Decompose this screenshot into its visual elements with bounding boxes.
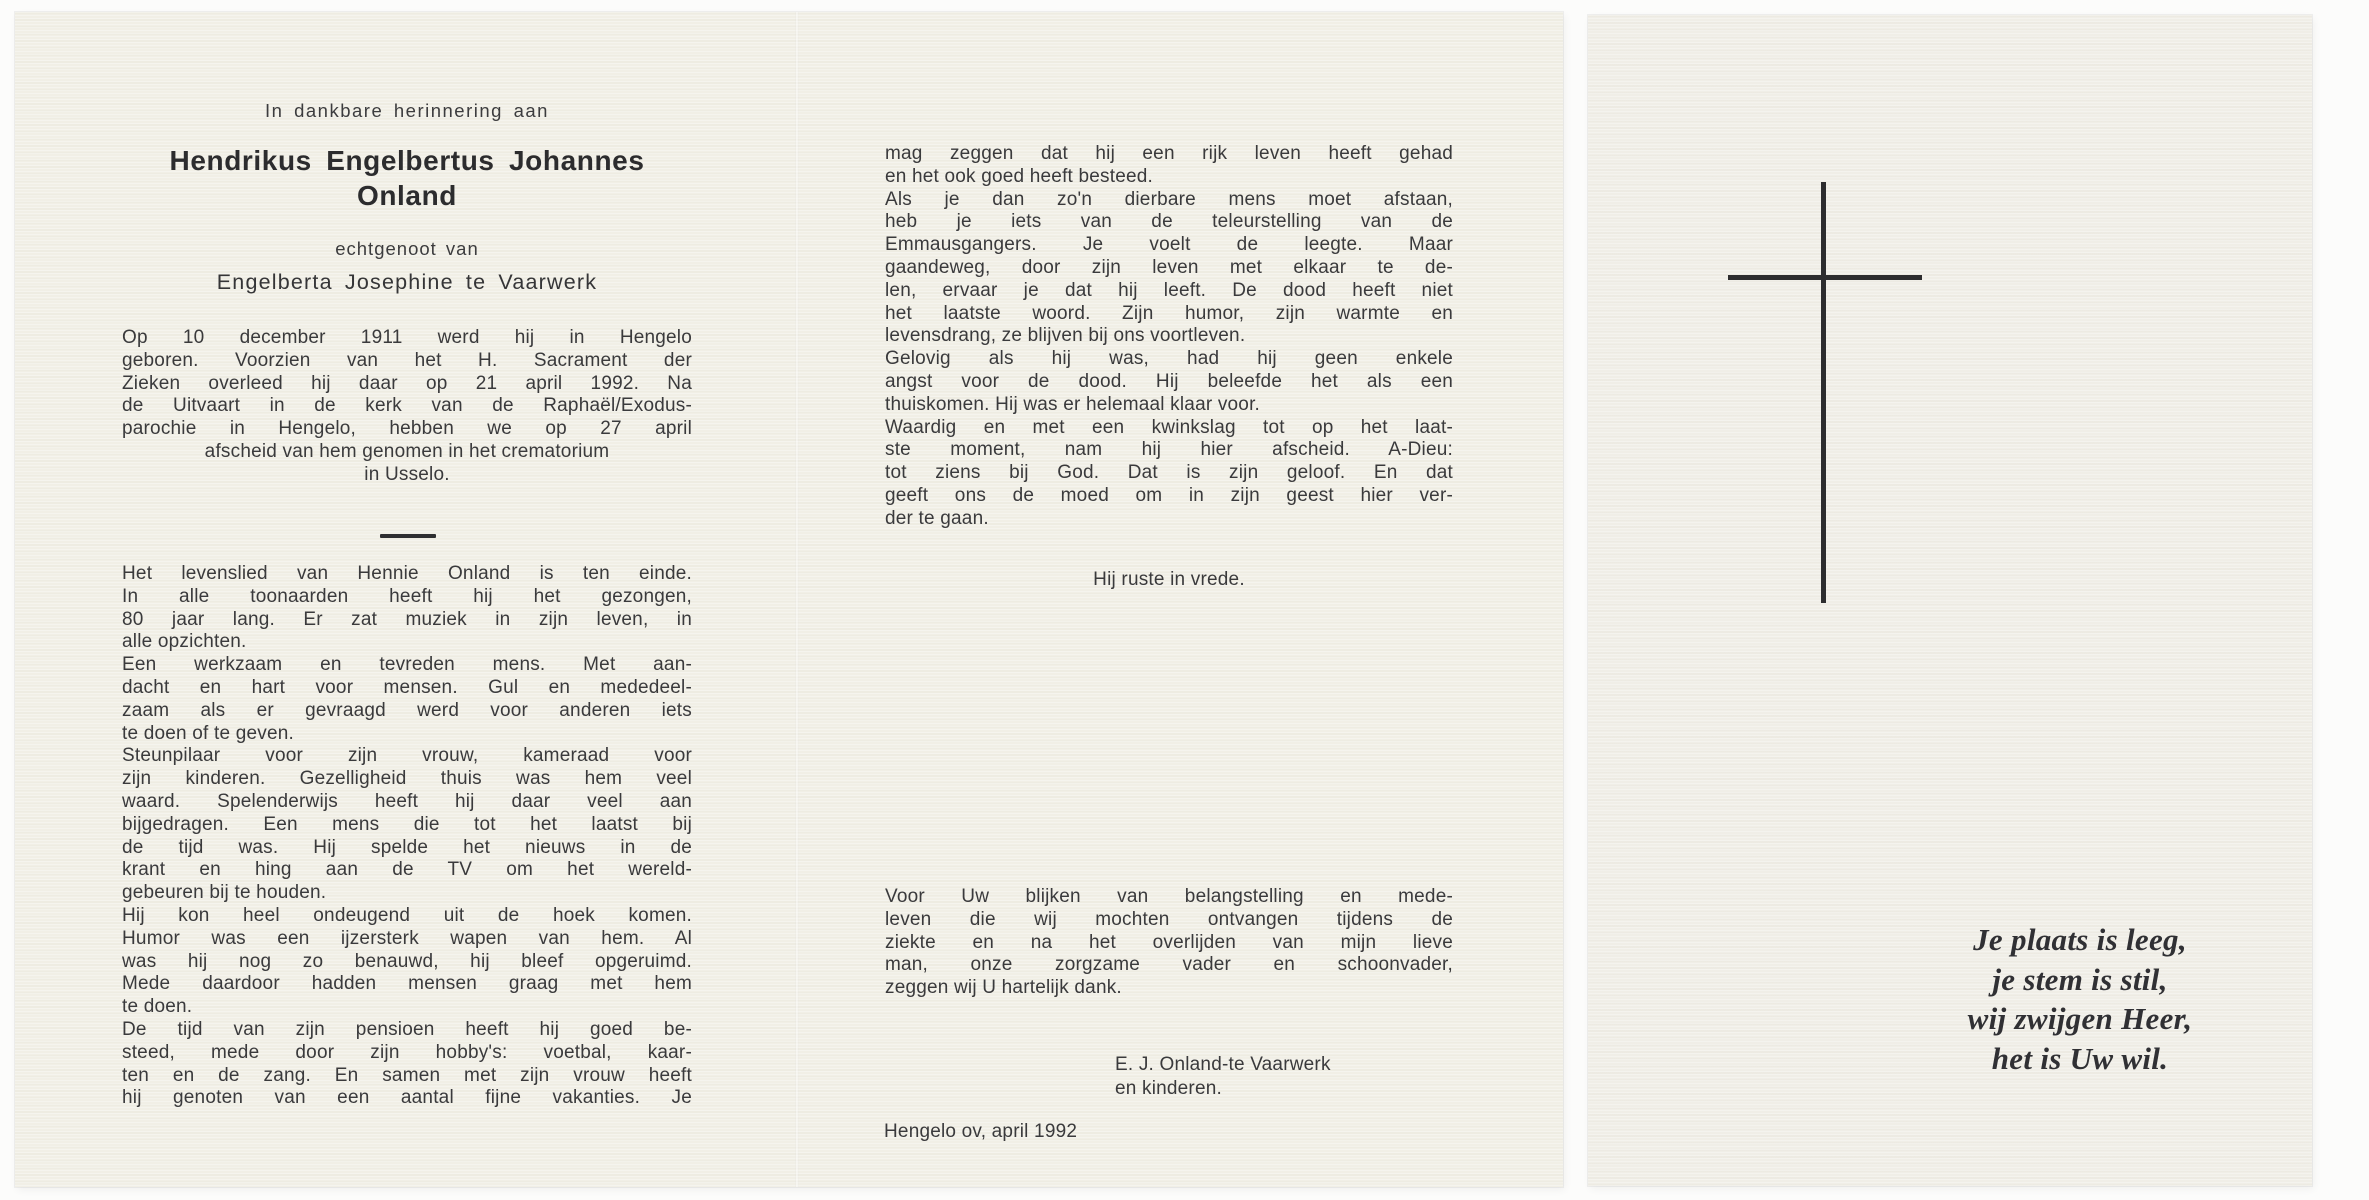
deceased-name	[122, 143, 692, 213]
life-story-continued	[885, 143, 1453, 531]
text-line: Op 10 december 1911 werd hij in Hengelo	[122, 327, 692, 348]
text-line: heb je iets van de teleurstelling van de	[885, 211, 1453, 233]
funeral-paragraph	[122, 327, 692, 487]
text-line: zaam als er gevraagd werd voor anderen iets	[122, 699, 692, 721]
dedication-line: In dankbare herinnering aan	[265, 100, 549, 121]
text-line: de tijd was. Hij spelde het nieuws in de	[122, 836, 692, 858]
text-line: het is Uw wil.	[1991, 1040, 2169, 1076]
rest-in-peace-line: Hij ruste in vrede.	[1093, 569, 1245, 590]
text-line: Als je dan zo'n dierbare mens moet afstaan,	[885, 188, 1453, 210]
section-divider	[380, 534, 436, 538]
text-line: waard. Spelenderwijs heeft hij daar veel aan	[122, 790, 692, 812]
text-line: geboren. Voorzien van het H. Sacrament der	[122, 349, 692, 371]
text-line: leven die wij mochten ontvangen tijdens de	[885, 908, 1453, 930]
text-line: je stem is stil,	[1992, 961, 2168, 997]
text-line: was hij nog zo benauwd, hij bleef opgeruimd.	[122, 950, 692, 972]
text-line: mag zeggen dat hij een rijk leven heeft gehad	[885, 143, 1453, 164]
text-line: 80 jaar lang. Er zat muziek in zijn leven, in	[122, 608, 692, 630]
text-line: en kinderen.	[1115, 1078, 1222, 1099]
text-line: gaandeweg, door zijn leven met elkaar te de-	[885, 256, 1453, 278]
text-line: thuiskomen. Hij was er helemaal klaar voor.	[885, 393, 1261, 415]
text-line: de Uitvaart in de kerk van de Raphaël/Exodus-	[122, 395, 692, 417]
text-line: krant en hing aan de TV om het wereld-	[122, 859, 692, 881]
text-line: in Usselo.	[364, 463, 450, 485]
text-line: len, ervaar je dat hij leeft. De dood heeft niet	[885, 279, 1453, 301]
text-line: In alle toonaarden heeft hij het gezongen,	[122, 585, 692, 607]
text-line: Een werkzaam en tevreden mens. Met aan-	[122, 654, 692, 676]
place-date-line: Hengelo ov, april 1992	[884, 1121, 1078, 1142]
text-line: der te gaan.	[885, 507, 989, 529]
text-line: alle opzichten.	[122, 631, 247, 653]
text-line: Waardig en met een kwinkslag tot op het laat-	[885, 416, 1453, 438]
text-line: bijgedragen. Een mens die tot het laatst bij	[122, 813, 692, 835]
life-story-paragraph	[122, 563, 692, 1110]
relation-line: echtgenoot van	[335, 238, 479, 259]
text-line: zijn kinderen. Gezelligheid thuis was hem veel	[122, 768, 692, 790]
text-line: gebeuren bij te houden.	[122, 882, 327, 904]
text-line: De tijd van zijn pensioen heeft hij goed be-	[122, 1018, 692, 1040]
text-line: Hij kon heel ondeugend uit de hoek komen.	[122, 904, 692, 926]
cross-horizontal-beam	[1728, 275, 1922, 280]
text-line: man, onze zorgzame vader en schoonvader,	[885, 954, 1453, 976]
text-line: Je plaats is leeg,	[1973, 922, 2187, 957]
text-line: Emmausgangers. Je voelt de leegte. Maar	[885, 234, 1453, 256]
text-line: Humor was een ijzersterk wapen van hem. Al	[122, 927, 692, 949]
deceased-name-line2: Onland	[356, 180, 458, 211]
text-line: Zieken overleed hij daar op 21 april 1992. Na	[122, 372, 692, 394]
text-line: te doen of te geven.	[122, 722, 294, 744]
card-fold-line	[795, 12, 799, 1187]
text-line: ten en de zang. En samen met zijn vrouw heeft	[122, 1064, 692, 1086]
text-line: tot ziens bij God. Dat is zijn geloof. En dat	[885, 462, 1453, 484]
text-line: hij genoten van een aantal fijne vakanties. Je	[122, 1087, 692, 1109]
acknowledgement-paragraph	[885, 886, 1453, 1000]
text-line: E. J. Onland-te Vaarwerk	[1115, 1054, 1331, 1075]
text-line: ste moment, nam hij hier afscheid. A-Dieu:	[885, 439, 1453, 461]
text-line: wij zwijgen Heer,	[1967, 1001, 2193, 1036]
inside-spread-scan	[15, 12, 1563, 1187]
text-line: geeft ons de moed om in zijn geest hier ver-	[885, 484, 1453, 506]
text-line: dacht en hart voor mensen. Gul en mededeel-	[122, 676, 692, 698]
text-line: parochie in Hengelo, hebben we op 27 april	[122, 418, 692, 440]
text-line: afscheid van hem genomen in het crematorium	[204, 440, 610, 462]
text-line: Gelovig als hij was, had hij geen enkele	[885, 348, 1453, 370]
deceased-name-line1: Hendrikus Engelbertus Johannes	[169, 145, 645, 176]
cross-vertical-beam	[1821, 182, 1826, 603]
text-line: Het levenslied van Hennie Onland is ten einde.	[122, 563, 692, 584]
cover-page-scan	[1588, 15, 2312, 1186]
signature-block	[1115, 1053, 1455, 1101]
text-line: het laatste woord. Zijn humor, zijn warmte en	[885, 302, 1453, 324]
text-line: steed, mede door zijn hobby's: voetbal, kaar-	[122, 1041, 692, 1063]
text-line: zeggen wij U hartelijk dank.	[885, 977, 1122, 999]
text-line: te doen.	[122, 996, 193, 1018]
text-line: ziekte en na het overlijden van mijn lieve	[885, 931, 1453, 953]
text-line: Steunpilaar voor zijn vrouw, kameraad voor	[122, 745, 692, 767]
text-line: Voor Uw blijken van belangstelling en mede-	[885, 886, 1453, 907]
text-line: levensdrang, ze blijven bij ons voortleven.	[885, 325, 1246, 347]
text-line: Mede daardoor hadden mensen graag met hem	[122, 973, 692, 995]
memorial-poem	[1918, 920, 2242, 1078]
spouse-name: Engelberta Josephine te Vaarwerk	[216, 270, 598, 294]
text-line: en het ook goed heeft besteed.	[885, 165, 1153, 187]
text-line: angst voor de dood. Hij beleefde het als een	[885, 370, 1453, 392]
